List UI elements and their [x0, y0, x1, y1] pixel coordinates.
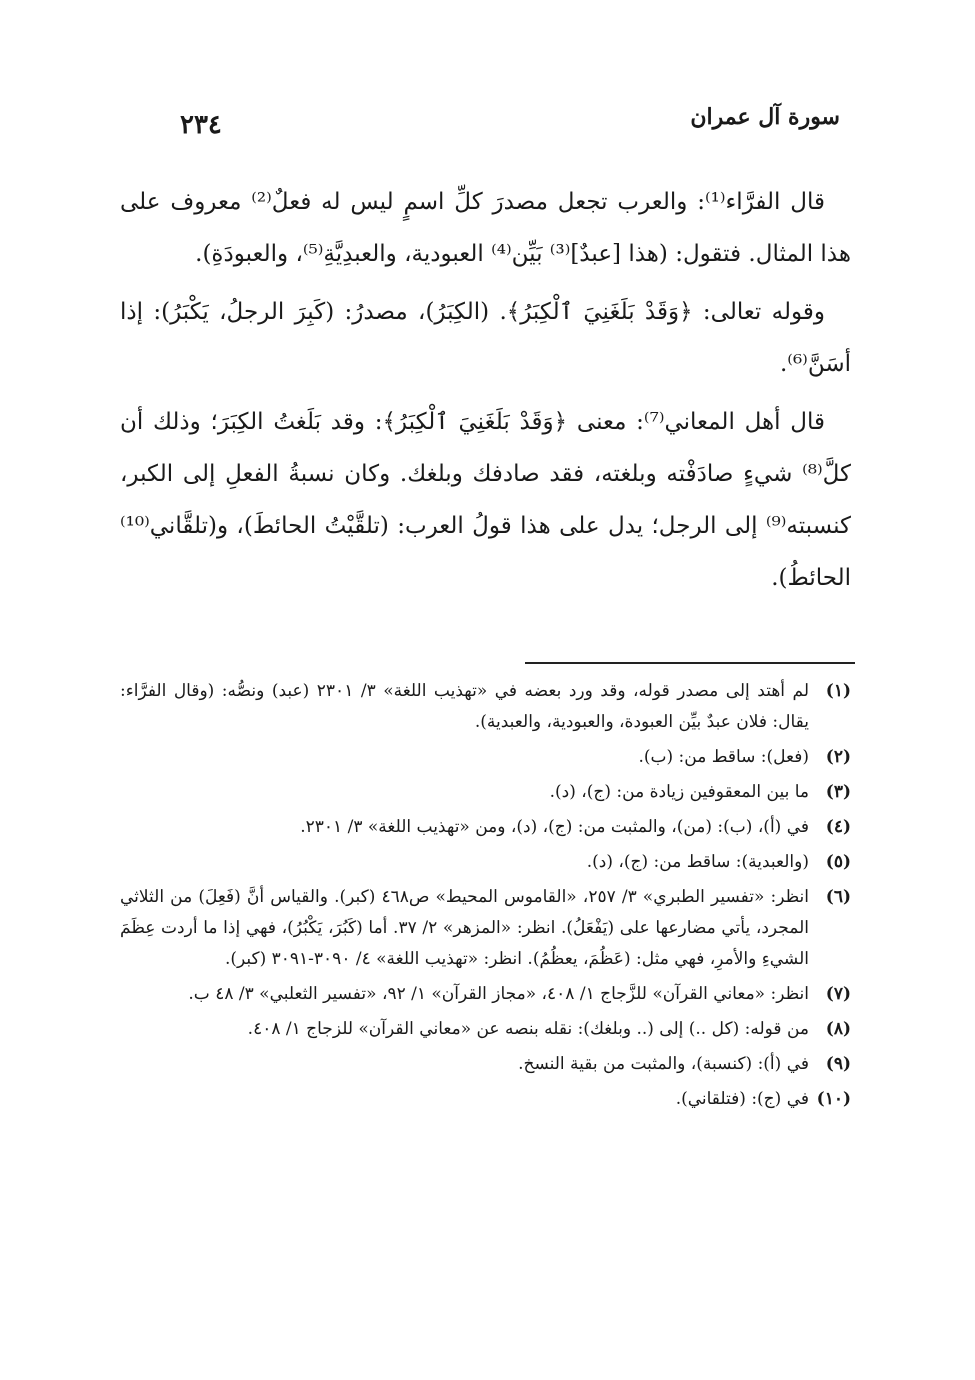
footnote-number: (١) [825, 681, 851, 701]
footnote-number: (٤) [825, 817, 851, 837]
footnote [120, 1084, 851, 1115]
surah-title: سورة آل عمران [690, 104, 840, 130]
footnote-number: (٣) [825, 782, 851, 802]
paragraph: قال الفرَّاء⁽¹⁾: والعرب تجعل مصدرَ كلِّ اسمٍ ليس له فعلٌ⁽²⁾ معروف على هذا المثال. فتقول: (هذا [عبدٌ]⁽³⁾ بَيِّن⁽⁴⁾ العبودية، والعبدِيَّةِ⁽⁵⁾، والعبودَةِ). [120, 189, 851, 267]
footnote-number: (١٠) [816, 1089, 851, 1109]
footnote [120, 1014, 851, 1045]
footnote-text: ما بين المعقوفين زيادة من: (ج)، (د). [549, 782, 809, 802]
footnote-text: في (أ): (كنسبة)، والمثبت من بقية النسخ. [518, 1054, 809, 1074]
paragraph: قال أهل المعاني⁽⁷⁾: معنى ﴿وَقَدْ بَلَغَنِيَ ٱلْكِبَرُ﴾: وقد بَلَغتُ الكِبَرَ؛ وذلك أن كلَّ⁽⁸⁾ شيءٍ صادَفْته وبلغته، فقد صادفك وبلغك. وكان نسبةُ الفعلِ إلى الكبر، كنسبته⁽⁹⁾ إلى الرجل؛ يدل على هذا قولُ العرب: (تلقَّيْتُ الحائطَ)، و(تلقَّاني⁽¹⁰⁾ الحائطُ). [120, 409, 851, 591]
footnote-text: في (ج): (فتلقاني). [675, 1089, 809, 1109]
footnote-text: انظر: «معاني القرآن» للزَّجاج ١/ ٤٠٨، «مجاز القرآن» ١/ ٩٢، «تفسير الثعلبي» ٣/ ٤٨ ب. [188, 984, 809, 1004]
footnotes [120, 676, 851, 1119]
footnote-text: من قوله: (كل ..) إلى (.. وبلغك): نقله بنصه عن «معاني القرآن» للزجاج ١/ ٤٠٨. [247, 1019, 809, 1039]
footnote-number: (٩) [825, 1054, 851, 1074]
paragraph: وقوله تعالى: ﴿وَقَدْ بَلَغَنِيَ ٱلْكِبَرُ﴾. (الكِبَرُ)، مصدرُ: (كَبِرَ الرجلُ، يَكْبَرُ): إذا أسَنَّ⁽⁶⁾. [120, 299, 851, 377]
footnote-text: انظر: «تفسير الطبري» ٣/ ٢٥٧، «القاموس المحيط» ص٤٦٨ (كبر). والقياس أنَّ (فَعِلَ) من الثلاثي المجرد، يأتي مضارعها على (يَفْعَلُ). انظر: «المزهر» ٢/ ٣٧. أما (كَبُرَ، يَكْبُرُ)، فهي إذا ما أردت عِظَمَ الشيءِ والأمرِ، فهي مثل: (عَظُمَ، يعظُمُ). انظر: «تهذيب اللغة» ٤/ ٣٠٩٠-٣٠٩١ (كبر). [120, 887, 809, 969]
footnote [120, 676, 851, 738]
footnote-number: (٢) [825, 747, 851, 767]
footnote-number: (٧) [825, 984, 851, 1004]
footnote [120, 979, 851, 1010]
footnote [120, 742, 851, 773]
footnote [120, 777, 851, 808]
footnote [120, 1049, 851, 1080]
footnote-text: لم أهتد إلى مصدر قوله، وقد ورد بعضه في «تهذيب اللغة» ٣/ ٢٣٠١ (عبد) ونصُّه: (وقال الفرَّاء: يقال: فلان عبدٌ بيِّن العبودة، والعبودية، والعبدية). [120, 681, 809, 732]
footnote [120, 882, 851, 975]
footnote-separator [525, 662, 855, 664]
footnote-text: في (أ)، (ب): (من)، والمثبت من: (ج)، (د)، ومن «تهذيب اللغة» ٣/ ٢٣٠١. [300, 817, 809, 837]
footnote [120, 847, 851, 878]
page-header [180, 104, 840, 144]
footnote [120, 812, 851, 843]
footnote-number: (٨) [825, 1019, 851, 1039]
footnote-text: (والعبدية): ساقط من: (ج)، (د). [586, 852, 809, 872]
main-text [120, 176, 851, 610]
footnote-number: (٥) [825, 852, 851, 872]
footnote-number: (٦) [825, 887, 851, 907]
footnote-text: (فعل): ساقط من: (ب). [638, 747, 809, 767]
page-number: ٢٣٤ [180, 110, 222, 140]
